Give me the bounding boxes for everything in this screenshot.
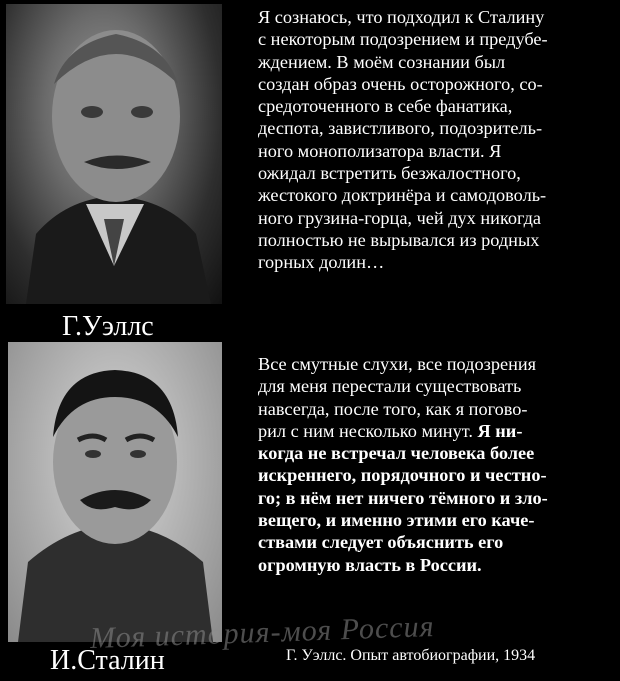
quote-line: деспота, завистливого, подозритель- bbox=[258, 118, 543, 139]
quote-paragraph-1 bbox=[258, 6, 610, 274]
quote-line: ного монополизатора власти. Я bbox=[258, 140, 502, 161]
quote-line-bold: вещего, и именно этими его каче- bbox=[258, 510, 535, 531]
quote-paragraph-2 bbox=[258, 353, 610, 576]
portrait-photo-bottom bbox=[8, 342, 222, 642]
quote-line: Я сознаюсь, что подходил к Сталину bbox=[258, 7, 545, 27]
portrait-caption-top: Г.Уэллс bbox=[62, 311, 154, 342]
quote-line: средоточенного в себе фанатика, bbox=[258, 96, 513, 117]
quote-line-bold-part: Я ни- bbox=[477, 420, 523, 441]
portrait-bottom-figure bbox=[8, 342, 222, 642]
quote-line: ного грузина-горца, чей дух никогда bbox=[258, 207, 542, 228]
quote-line: полностью не вырывался из родных bbox=[258, 229, 540, 250]
quote-line: Все смутные слухи, все подозрения bbox=[258, 354, 537, 374]
quote-source: Г. Уэллс. Опыт автобиографии, 1934 bbox=[286, 647, 536, 664]
quote-line: с некоторым подозрением и предубе- bbox=[258, 29, 548, 50]
quote-line: жестокого доктринёра и самодоволь- bbox=[258, 185, 547, 206]
quote-line-bold: го; в нём нет ничего тёмного и зло- bbox=[258, 487, 548, 508]
quote-line: создан образ очень осторожного, со- bbox=[258, 73, 543, 94]
quote-line-regular-part: рил с ним несколько минут. bbox=[258, 420, 478, 441]
quote-line-bold: когда не встречал человека более bbox=[258, 443, 535, 464]
portrait-top-figure bbox=[6, 4, 222, 304]
quote-line: для меня перестали существовать bbox=[258, 376, 522, 397]
quote-line: горных долин… bbox=[258, 252, 385, 273]
quote-line: навсегда, после того, как я погово- bbox=[258, 398, 528, 419]
quote-line: ожидал встретить безжалостного, bbox=[258, 163, 521, 184]
portrait-photo-top bbox=[6, 4, 222, 304]
quote-line-bold: огромную власть в России. bbox=[258, 554, 482, 575]
portrait-caption-bottom: И.Сталин bbox=[50, 645, 165, 676]
quote-line-bold: ствами следует объяснить его bbox=[258, 532, 504, 553]
quote-line: ждением. В моём сознании был bbox=[258, 51, 506, 72]
watermark-text: Моя история-моя Россия bbox=[89, 609, 436, 656]
quote-line-mixed bbox=[258, 420, 610, 442]
quote-line-bold: искреннего, порядочного и честно- bbox=[258, 465, 547, 486]
